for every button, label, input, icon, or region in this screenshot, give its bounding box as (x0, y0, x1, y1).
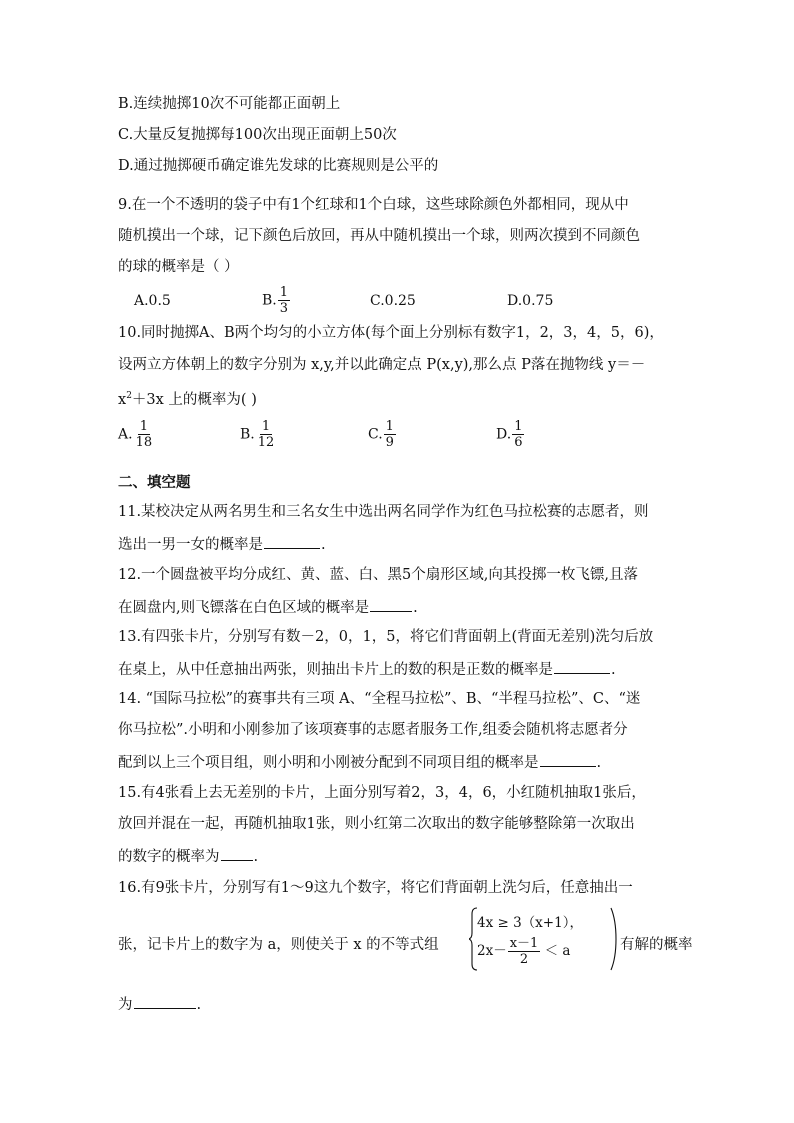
q9-option-c: C.0.25 (370, 293, 416, 309)
q11-line-2: 选出一男一女的概率是 . (118, 533, 326, 555)
answer-blank[interactable] (370, 596, 412, 612)
inequality-system (469, 906, 619, 972)
answer-blank[interactable] (554, 658, 610, 674)
q13-line-2: 在桌上，从中任意抽出两张，则抽出卡片上的数的积是正数的概率是 . (118, 658, 616, 680)
q9-option-a: A.0.5 (134, 293, 171, 309)
q9-line-1: 9.在一个不透明的袋子中有1个红球和1个白球，这些球除颜色外都相同，现从中 (118, 197, 629, 213)
q13-line-1: 13.有四张卡片，分别写有数－2，0，1，5，将它们背面朝上(背面无差别)洗匀后放 (118, 629, 654, 645)
q10-option-a: A. $\frac{1}{18}$ (118, 419, 153, 450)
q15-line-1: 15.有4张看上去无差别的卡片，上面分别写着2，3，4，6，小红随机抽取1张后， (118, 785, 646, 801)
q14-line-3: 配到以上三个项目组，则小明和小刚被分配到不同项目组的概率是 . (118, 751, 601, 773)
q15-line-2: 放回并混在一起，再随机抽取1张，则小红第二次取出的数字能够整除第一次取出 (118, 816, 635, 832)
q9-line-3: 的球的概率是（ ） (118, 259, 239, 275)
q9-option-d: D.0.75 (507, 293, 554, 309)
answer-blank[interactable] (540, 751, 596, 767)
q9-line-2: 随机摸出一个球，记下颜色后放回，再从中随机摸出一个球，则两次摸到不同颜色 (118, 228, 640, 244)
q11-line-1: 11.某校决定从两名男生和三名女生中选出两名同学作为红色马拉松赛的志愿者，则 (118, 504, 649, 520)
q14-line-1: 14. “国际马拉松”的赛事共有三项 A、“全程马拉松”、B、“半程马拉松”、C、“迷 (118, 691, 641, 707)
right-brace-icon (610, 906, 618, 972)
q10-option-d: D. $\frac{1}{6}$ (496, 419, 523, 450)
q10-line-1: 10.同时抛掷A、B两个均匀的小立方体(每个面上分别标有数字1，2，3，4，5，6)， (118, 325, 664, 341)
q8-option-b: B.连续抛掷10次不可能都正面朝上 (118, 96, 341, 112)
answer-blank[interactable] (264, 533, 320, 549)
answer-blank[interactable] (221, 845, 253, 861)
q8-option-c: C.大量反复抛掷每100次出现正面朝上50次 (118, 127, 397, 143)
q10-line-3: $x^2+3x$ 上的概率为( ) (118, 391, 257, 408)
q10-option-b: B. $\frac{1}{12}$ (240, 419, 275, 450)
q9-option-b: B. $\frac{1}{3}$ (262, 285, 289, 316)
q16-line-2b: 有解的概率 (620, 937, 693, 953)
inequality-2: 2x－ $\frac{x-1}{2}$ ＜ a (477, 936, 571, 967)
q16-line-1: 16.有9张卡片，分别写有1～9这九个数字，将它们背面朝上洗匀后，任意抽出一 (118, 880, 633, 896)
q16-line-2a: 张，记卡片上的数字为 a，则使关于 x 的不等式组 (118, 937, 439, 953)
q10-option-c: C. $\frac{1}{9}$ (368, 419, 394, 450)
q14-line-2: 你马拉松”.小明和小刚参加了该项赛事的志愿者服务工作,组委会随机将志愿者分 (118, 722, 628, 738)
q10-line-2: 设两立方体朝上的数字分别为 x,y,并以此确定点 P(x,y),那么点 P落在抛物线 y＝－ (118, 357, 646, 373)
q12-line-2: 在圆盘内,则飞镖落在白色区域的概率是 . (118, 596, 418, 618)
q12-line-1: 12.一个圆盘被平均分成红、黄、蓝、白、黑5个扇形区域,向其投掷一枚飞镖,且落 (118, 567, 639, 583)
q16-line-3: 为 . (118, 993, 201, 1015)
answer-blank[interactable] (134, 993, 196, 1009)
q15-line-3: 的数字的概率为 . (118, 845, 258, 867)
q8-option-d: D.通过抛掷硬币确定谁先发球的比赛规则是公平的 (118, 158, 439, 174)
section-title-fill-blank: 二、填空题 (118, 474, 191, 491)
inequality-1: 4x ≥ 3（x+1）， (477, 915, 583, 931)
